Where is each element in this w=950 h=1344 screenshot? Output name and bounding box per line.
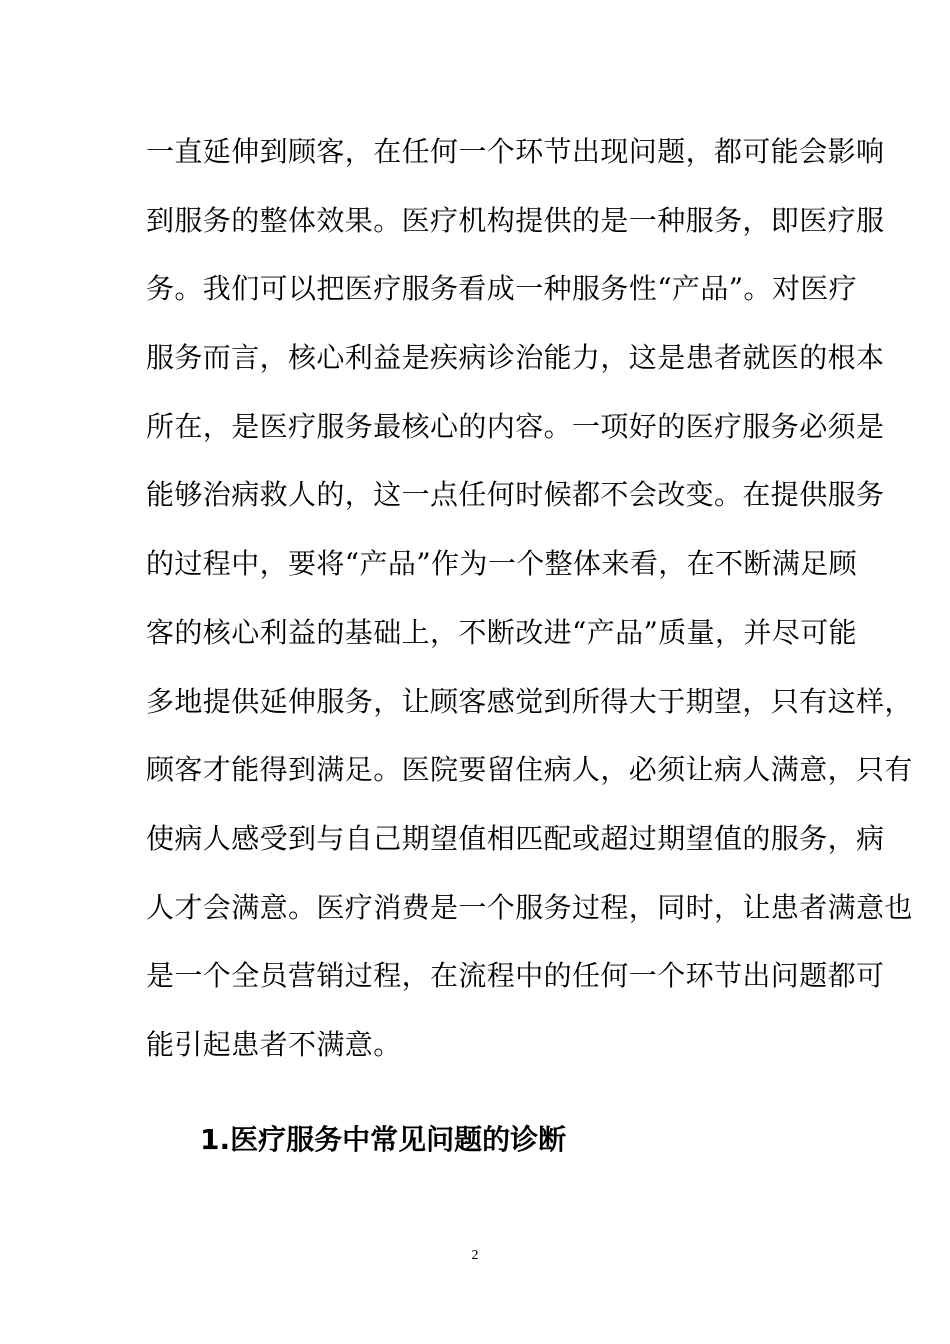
page-number: 2 (471, 1248, 479, 1263)
paragraph-line: 人才会满意。医疗消费是一个服务过程，同时，让患者满意也 (146, 890, 913, 924)
paragraph-line: 使病人感受到与自己期望值相匹配或超过期望值的服务，病 (146, 821, 885, 855)
paragraph-line: 务。我们可以把医疗服务看成一种服务性“产品”。对医疗 (146, 272, 858, 306)
paragraph-line: 一直延伸到顾客，在任何一个环节出现问题，都可能会影响 (146, 135, 885, 168)
paragraph-line: 能够治病救人的，这一点任何时候都不会改变。在提供服务 (146, 478, 885, 512)
body-paragraph (146, 124, 913, 1086)
paragraph-line: 服务而言，核心利益是疾病诊治能力，这是患者就医的根本 (146, 341, 885, 375)
paragraph-line: 顾客才能得到满足。医院要留住病人，必须让病人满意，只有 (146, 753, 913, 787)
paragraph-line: 客的核心利益的基础上，不断改进“产品”质量，并尽可能 (146, 615, 858, 649)
paragraph-line: 所在，是医疗服务最核心的内容。一项好的医疗服务必须是 (146, 409, 885, 443)
paragraph-line-last: 能引起患者不满意。 (146, 1027, 402, 1061)
paragraph-line: 多地提供延伸服务，让顾客感觉到所得大于期望，只有这样， (146, 684, 913, 718)
section-heading: 1.医疗服务中常见问题的诊断 (200, 1123, 567, 1156)
paragraph-line: 是一个全员营销过程，在流程中的任何一个环节出问题都可 (146, 959, 885, 993)
paragraph-line: 到服务的整体效果。医疗机构提供的是一种服务，即医疗服 (146, 203, 885, 237)
paragraph-line: 的过程中，要将“产品”作为一个整体来看，在不断满足顾 (146, 547, 858, 581)
